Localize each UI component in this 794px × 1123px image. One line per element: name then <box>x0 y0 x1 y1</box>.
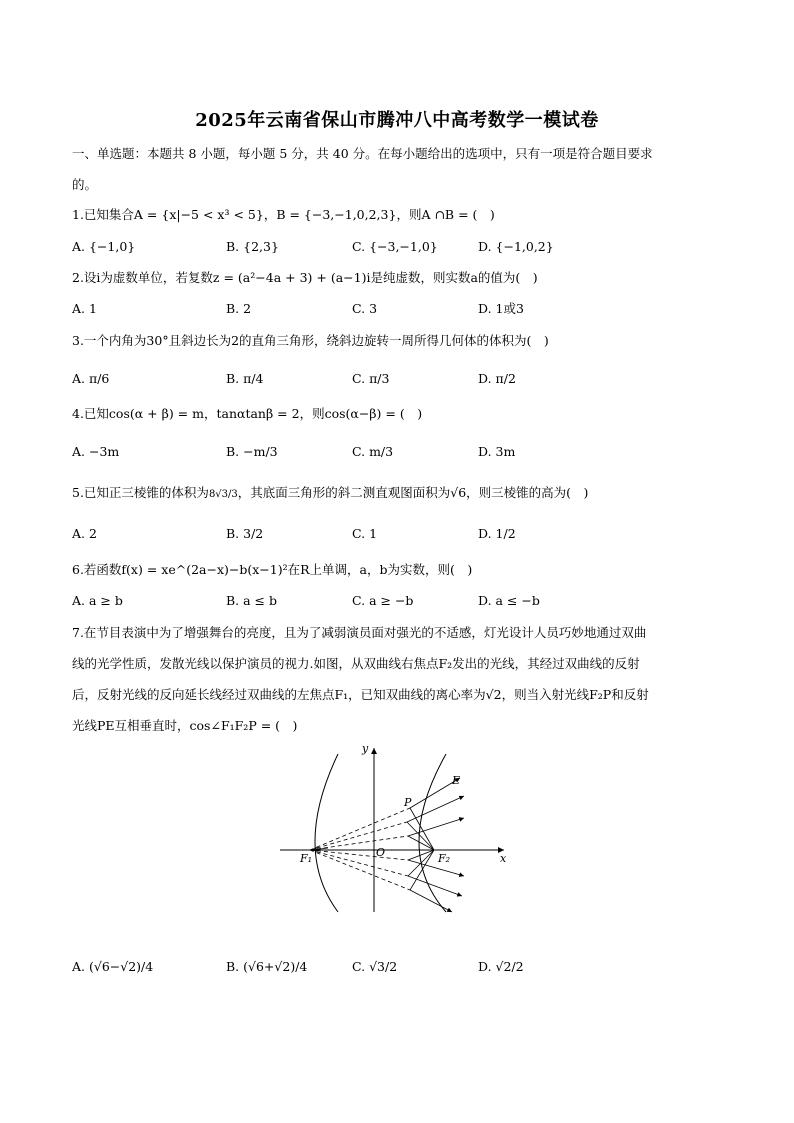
question-7-option-d[interactable]: D. √2/2 <box>478 959 524 974</box>
question-7-stem-line1: 7.在节目表演中为了增强舞台的亮度，且为了减弱演员面对强光的不适感，灯光设计人员巧妙地通过双曲 <box>72 625 647 640</box>
question-3-stem: 3.一个内角为30°且斜边长为2的直角三角形，绕斜边旋转一周所得几何体的体积为( ) <box>72 333 549 348</box>
page-title: 2025年云南省保山市腾冲八中高考数学一模试卷 <box>195 110 599 131</box>
question-1-option-c[interactable]: C. {−3,−1,0} <box>352 239 438 254</box>
question-5-option-c[interactable]: C. 1 <box>352 526 378 541</box>
question-2-option-b[interactable]: B. 2 <box>226 301 252 316</box>
question-3-option-a[interactable]: A. π/6 <box>72 371 110 386</box>
point-e-label: E <box>452 774 461 787</box>
dashed-rays <box>310 808 410 890</box>
question-5-stem-before: 5.已知正三棱锥的体积为 <box>72 485 209 500</box>
hyperbola-diagram <box>276 740 516 918</box>
question-4-option-a[interactable]: A. −3m <box>72 444 120 459</box>
left-branch <box>315 754 338 912</box>
section-heading-line2: 的。 <box>72 177 98 192</box>
question-6-option-d[interactable]: D. a ≤ −b <box>478 593 540 608</box>
f2-label: F₂ <box>438 852 451 865</box>
question-4-option-d[interactable]: D. 3m <box>478 444 516 459</box>
question-5-option-b[interactable]: B. 3/2 <box>226 526 264 541</box>
point-p-label: P <box>404 796 412 809</box>
question-2-option-c[interactable]: C. 3 <box>352 301 378 316</box>
origin-label: O <box>376 846 386 859</box>
section-heading-line1: 一、单选题：本题共 8 小题，每小题 5 分，共 40 分。在每小题给出的选项中，只有一项是符合题目要求 <box>72 146 653 161</box>
y-label: y <box>362 742 369 755</box>
question-2-stem: 2.设i为虚数单位，若复数z = (a²−4a + 3) + (a−1)i是纯虚数，则实数a的值为( ) <box>72 270 538 285</box>
question-7-option-a[interactable]: A. (√6−√2)/4 <box>72 959 154 974</box>
question-5-stem-after: ，其底面三角形的斜二测直观图面积为√6，则三棱锥的高为( ) <box>237 485 589 500</box>
question-3-option-b[interactable]: B. π/4 <box>226 371 264 386</box>
question-2-option-a[interactable]: A. 1 <box>72 301 97 316</box>
question-5-volume-fraction: 8√3/3 <box>208 489 238 500</box>
question-7-option-b[interactable]: B. (√6+√2)/4 <box>226 959 308 974</box>
question-7-stem-line2: 线的光学性质，发散光线以保护演员的视力.如图，从双曲线右焦点F₂发出的光线，其经过双曲线的反射 <box>72 656 640 671</box>
question-4-option-b[interactable]: B. −m/3 <box>226 444 278 459</box>
question-6-option-b[interactable]: B. a ≤ b <box>226 593 278 608</box>
question-4-option-c[interactable]: C. m/3 <box>352 444 394 459</box>
question-1-option-b[interactable]: B. {2,3} <box>226 239 279 254</box>
reflected-rays <box>407 778 464 912</box>
question-2-option-d[interactable]: D. 1或3 <box>478 301 524 316</box>
question-6-option-a[interactable]: A. a ≥ b <box>72 593 123 608</box>
question-6-option-c[interactable]: C. a ≥ −b <box>352 593 414 608</box>
question-3-option-c[interactable]: C. π/3 <box>352 371 390 386</box>
question-1-option-a[interactable]: A. {−1,0} <box>72 239 136 254</box>
question-3-option-d[interactable]: D. π/2 <box>478 371 516 386</box>
question-7-stem-line3: 后，反射光线的反向延长线经过双曲线的左焦点F₁，已知双曲线的离心率为√2，则当入射光线F₂P和反射 <box>72 687 649 702</box>
x-label: x <box>500 852 507 865</box>
question-5-option-a[interactable]: A. 2 <box>72 526 97 541</box>
question-7-stem-line4: 光线PE互相垂直时，cos∠F₁F₂P = ( ) <box>72 718 298 733</box>
question-5-option-d[interactable]: D. 1/2 <box>478 526 516 541</box>
question-4-stem: 4.已知cos(α + β) = m，tanαtanβ = 2，则cos(α−β) = ( ) <box>72 406 423 421</box>
f1-label: F₁ <box>300 852 313 865</box>
question-1-stem: 1.已知集合A = {x|−5 < x³ < 5}，B = {−3,−1,0,2,3}，则A ∩B = ( ) <box>72 207 495 222</box>
question-5-stem <box>72 484 588 504</box>
hyperbola-figure <box>276 740 516 918</box>
question-6-stem: 6.若函数f(x) = xe^(2a−x)−b(x−1)²在R上单调，a，b为实数，则( ) <box>72 562 473 577</box>
question-1-option-d[interactable]: D. {−1,0,2} <box>478 239 554 254</box>
question-7-option-c[interactable]: C. √3/2 <box>352 959 398 974</box>
